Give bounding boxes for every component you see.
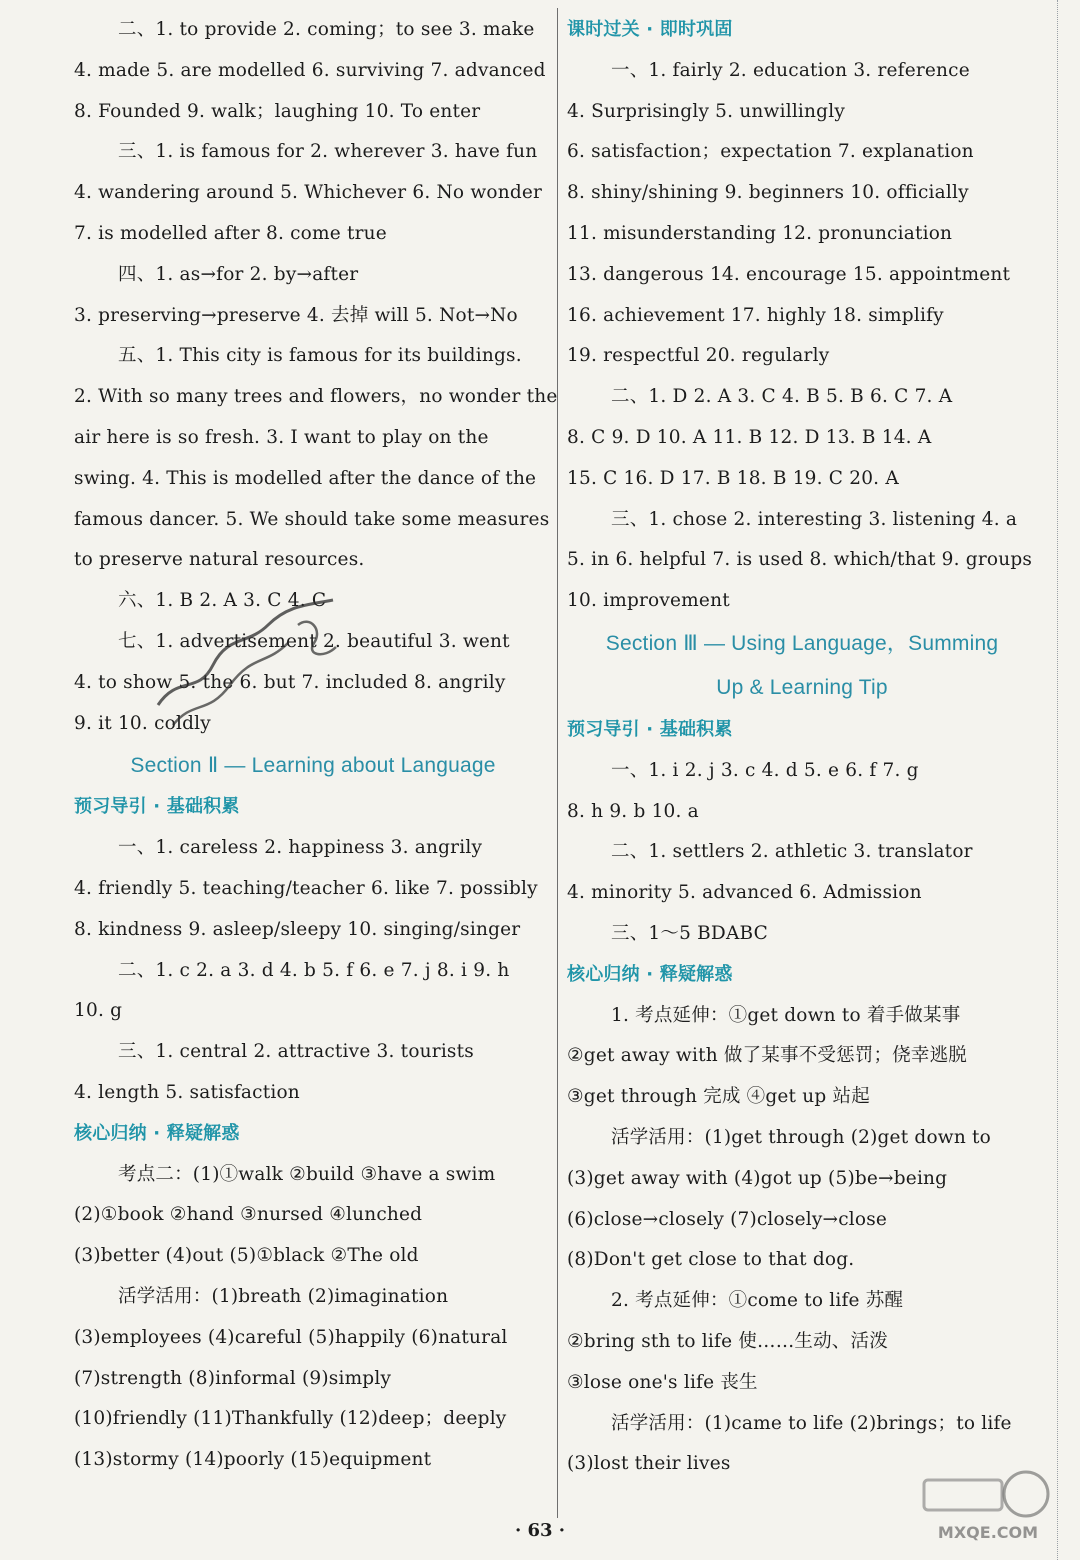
answer-line: (13)stormy (14)poorly (15)equipment bbox=[74, 1449, 432, 1471]
subsection-heading: 核心归纳 · 释疑解惑 bbox=[74, 1122, 240, 1144]
answer-line: 三、1. is famous for 2. wherever 3. have fun bbox=[118, 141, 538, 163]
answer-line: ②bring sth to life 使……生动、活泼 bbox=[567, 1330, 888, 1352]
left-column bbox=[74, 10, 558, 1481]
svg-text:MXQE.COM: MXQE.COM bbox=[937, 1523, 1039, 1542]
answer-line: 二、1. to provide 2. coming；to see 3. make bbox=[118, 19, 535, 40]
answer-line: 三、1. central 2. attractive 3. tourists bbox=[118, 1041, 474, 1063]
section-title: Section Ⅲ — Using Language，Summing bbox=[605, 631, 999, 655]
answer-line: 3. preserving→preserve 4. 去掉 will 5. Not→No bbox=[74, 304, 518, 326]
answer-line: 8. h 9. b 10. a bbox=[567, 800, 699, 822]
answer-line: 五、1. This city is famous for its buildings. bbox=[118, 345, 522, 367]
answer-line: 三、1. chose 2. interesting 3. listening 4. a bbox=[611, 508, 1018, 530]
column-divider bbox=[557, 8, 558, 1518]
answer-line: 4. wandering around 5. Whichever 6. No wonder bbox=[74, 182, 543, 204]
section-title: Up & Learning Tip bbox=[716, 675, 888, 699]
answer-line: 一、1. i 2. j 3. c 4. d 5. e 6. f 7. g bbox=[611, 759, 919, 781]
answer-line: 4. Surprisingly 5. unwillingly bbox=[567, 100, 845, 122]
subsection-heading: 核心归纳 · 释疑解惑 bbox=[567, 963, 733, 985]
right-column bbox=[567, 10, 1037, 1485]
answer-line: 4. made 5. are modelled 6. surviving 7. advanced bbox=[74, 59, 546, 81]
answer-line: (6)close→closely (7)closely→close bbox=[567, 1208, 888, 1230]
answer-line: (3)better (4)out (5)①black ②The old bbox=[74, 1245, 419, 1267]
answer-line: 活学活用：(1)get through (2)get down to bbox=[611, 1126, 991, 1148]
answer-line: 三、1～5 BDABC bbox=[611, 922, 769, 944]
answer-line: 13. dangerous 14. encourage 15. appointment bbox=[567, 263, 1011, 285]
answer-line: 11. misunderstanding 12. pronunciation bbox=[567, 222, 953, 244]
answer-line: (8)Don't get close to that dog. bbox=[567, 1249, 855, 1271]
answer-line: famous dancer. 5. We should take some measures bbox=[74, 508, 550, 530]
answer-line: 9. it 10. coldly bbox=[74, 712, 211, 734]
answer-line: air here is so fresh. 3. I want to play on the bbox=[74, 426, 489, 448]
answer-line: 19. respectful 20. regularly bbox=[567, 345, 830, 367]
answer-line: (10)friendly (11)Thankfully (12)deep；deeply bbox=[74, 1408, 507, 1430]
answer-line: 4. length 5. satisfaction bbox=[74, 1081, 300, 1103]
answer-line: 6. satisfaction；expectation 7. explanation bbox=[567, 141, 974, 163]
answer-line: 16. achievement 17. highly 18. simplify bbox=[567, 304, 944, 326]
subsection-heading: 预习导引 · 基础积累 bbox=[74, 796, 240, 818]
answer-line: 一、1. careless 2. happiness 3. angrily bbox=[118, 837, 483, 859]
answer-line: 15. C 16. D 17. B 18. B 19. C 20. A bbox=[567, 467, 899, 489]
answer-line: 七、1. advertisement 2. beautiful 3. went bbox=[118, 630, 510, 652]
answer-line: 二、1. c 2. a 3. d 4. b 5. f 6. e 7. j 8. i 9. h bbox=[118, 959, 510, 981]
answer-line: 4. to show 5. the 6. but 7. included 8. angrily bbox=[74, 671, 506, 693]
answer-line: 二、1. D 2. A 3. C 4. B 5. B 6. C 7. A bbox=[611, 386, 953, 408]
page-number: · 63 · bbox=[514, 1520, 566, 1541]
answer-line: 一、1. fairly 2. education 3. reference bbox=[611, 59, 970, 81]
answer-line: 六、1. B 2. A 3. C 4. C bbox=[118, 590, 327, 612]
answer-line: ②get away with 做了某事不受惩罚；侥幸逃脱 bbox=[567, 1045, 967, 1067]
answer-line: 4. friendly 5. teaching/teacher 6. like 7. possibly bbox=[74, 877, 538, 899]
answer-line: (2)①book ②hand ③nursed ④lunched bbox=[74, 1204, 423, 1226]
answer-line: swing. 4. This is modelled after the dance of the bbox=[74, 467, 537, 489]
answer-line: 四、1. as→for 2. by→after bbox=[118, 263, 359, 285]
answer-line: 7. is modelled after 8. come true bbox=[74, 222, 387, 244]
answer-line: 4. minority 5. advanced 6. Admission bbox=[567, 882, 922, 904]
answer-line: 10. g bbox=[74, 1000, 123, 1022]
answer-line: (3)employees (4)careful (5)happily (6)natural bbox=[74, 1326, 508, 1348]
answer-line: 活学活用：(1)breath (2)imagination bbox=[118, 1285, 449, 1307]
subsection-heading: 预习导引 · 基础积累 bbox=[567, 718, 733, 740]
answer-line: (3)get away with (4)got up (5)be→being bbox=[567, 1167, 948, 1189]
answer-line: 2. 考点延伸：①come to life 苏醒 bbox=[611, 1290, 904, 1312]
answer-line: to preserve natural resources. bbox=[74, 549, 365, 571]
answer-line: 1. 考点延伸：①get down to 着手做某事 bbox=[611, 1004, 961, 1026]
answer-line: ③get through 完成 ④get up 站起 bbox=[567, 1086, 870, 1108]
section-title: Section Ⅱ — Learning about Language bbox=[130, 754, 496, 778]
answer-line: (3)lost their lives bbox=[567, 1453, 731, 1475]
answer-line: 10. improvement bbox=[567, 590, 730, 612]
page-edge-rule bbox=[1057, 0, 1060, 1560]
answer-line: 2. With so many trees and flowers，no wonder the bbox=[74, 386, 558, 408]
answer-line: 考点二：(1)①walk ②build ③have a swim bbox=[118, 1163, 496, 1185]
answer-line: 5. in 6. helpful 7. is used 8. which/that 9. groups bbox=[567, 549, 1033, 571]
answer-line: 8. kindness 9. asleep/sleepy 10. singing/singer bbox=[74, 918, 521, 940]
answer-line: 二、1. settlers 2. athletic 3. translator bbox=[611, 841, 973, 863]
answer-line: (7)strength (8)informal (9)simply bbox=[74, 1367, 392, 1389]
answer-line: 活学活用：(1)came to life (2)brings；to life bbox=[611, 1412, 1012, 1434]
answer-line: ③lose one's life 丧生 bbox=[567, 1371, 758, 1393]
answer-line: 8. C 9. D 10. A 11. B 12. D 13. B 14. A bbox=[567, 426, 932, 448]
answer-line: 8. Founded 9. walk；laughing 10. To enter bbox=[74, 100, 481, 122]
subsection-heading: 课时过关 · 即时巩固 bbox=[567, 19, 733, 40]
answer-line: 8. shiny/shining 9. beginners 10. officially bbox=[567, 182, 969, 204]
